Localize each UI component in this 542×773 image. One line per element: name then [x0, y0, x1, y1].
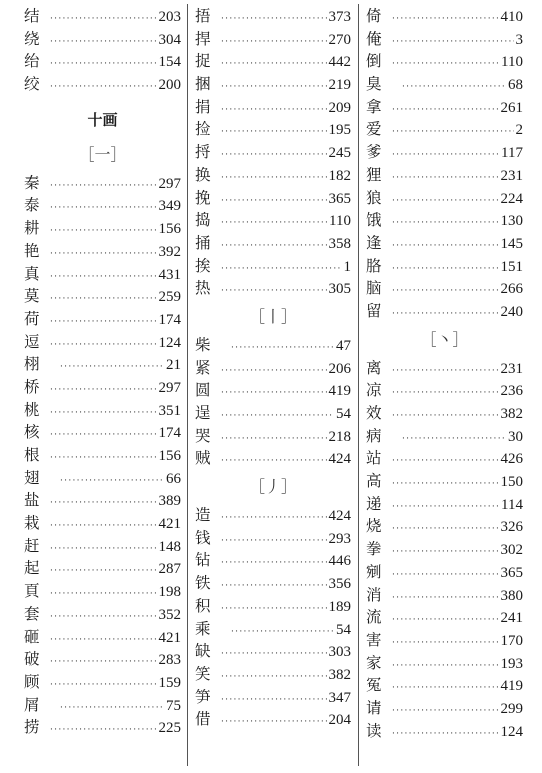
entry-character: 爱	[366, 120, 382, 139]
entry-page-number: 2	[515, 122, 523, 139]
entry-page-number: 297	[158, 379, 181, 396]
entry-character: 逢	[366, 233, 382, 252]
entry-page-number: 209	[328, 99, 351, 116]
entry-character: 缺	[195, 642, 211, 661]
entry-page-number: 421	[158, 629, 181, 646]
entry-character: 莫	[24, 287, 40, 306]
entry-character: 递	[366, 494, 382, 513]
index-entry	[24, 5, 181, 28]
index-entry	[24, 444, 181, 467]
index-entry	[24, 50, 181, 73]
entry-character: 泰	[24, 196, 40, 215]
entry-character: 屑	[24, 695, 40, 714]
entry-page-number: 124	[158, 334, 181, 351]
index-entry	[366, 277, 523, 300]
entry-character: 逞	[195, 404, 211, 422]
entry-character: 贼	[195, 449, 211, 468]
index-entry	[366, 515, 523, 538]
entry-page-number: 302	[500, 542, 523, 559]
index-entry	[24, 331, 181, 354]
entry-page-number: 156	[158, 221, 181, 238]
index-entry	[366, 606, 523, 629]
radical-group-label: ［丿］	[248, 477, 297, 497]
index-entry	[366, 652, 523, 675]
index-entry	[195, 425, 351, 448]
entry-page-number: 1	[343, 258, 351, 275]
index-entry	[366, 379, 523, 402]
index-entry	[195, 572, 351, 595]
entry-character: 捂	[195, 7, 211, 25]
index-entry	[24, 603, 181, 626]
entry-page-number: 174	[158, 311, 181, 328]
index-entry	[24, 263, 181, 286]
index-entry	[24, 716, 181, 739]
entry-character: 结	[24, 7, 40, 25]
index-entry	[24, 557, 181, 580]
entry-character: 逗	[24, 332, 40, 351]
entry-page-number: 110	[501, 54, 523, 71]
entry-page-number: 365	[328, 190, 351, 207]
index-entry	[24, 353, 181, 376]
entry-page-number: 349	[158, 198, 181, 215]
entry-page-number: 392	[158, 243, 181, 260]
entry-character: 笋	[195, 687, 211, 706]
entry-character: 换	[195, 165, 211, 184]
entry-character: 捞	[24, 718, 40, 737]
index-entry	[366, 255, 523, 278]
entry-page-number: 382	[500, 406, 523, 422]
dot-leader	[50, 719, 157, 742]
entry-page-number: 156	[158, 448, 181, 464]
entry-character: 绞	[24, 75, 40, 94]
entry-page-number: 424	[328, 451, 351, 468]
index-entry	[195, 595, 351, 618]
index-entry	[366, 425, 523, 448]
index-entry	[24, 580, 181, 603]
index-entry	[24, 648, 181, 671]
index-entry	[195, 379, 351, 402]
index-entry	[366, 209, 523, 232]
index-entry	[195, 187, 351, 210]
index-entry	[195, 686, 351, 709]
entry-character: 捉	[195, 52, 211, 71]
entry-character: 剜	[366, 562, 382, 581]
index-entry	[366, 493, 523, 516]
index-entry	[195, 663, 351, 686]
index-entry	[366, 720, 523, 743]
entry-character: 家	[366, 653, 382, 672]
entry-page-number: 224	[500, 190, 523, 207]
index-entry	[195, 5, 351, 28]
index-entry	[24, 240, 181, 263]
entry-character: 艳	[24, 241, 40, 260]
entry-page-number: 380	[500, 587, 523, 604]
entry-page-number: 110	[329, 213, 351, 230]
entry-character: 捍	[195, 29, 211, 48]
index-entry	[195, 618, 351, 641]
index-entry	[195, 141, 351, 164]
entry-character: 拳	[366, 540, 382, 559]
entry-page-number: 347	[328, 689, 351, 706]
entry-character: 柴	[195, 335, 211, 354]
entry-page-number: 266	[500, 281, 523, 298]
column-divider	[187, 4, 188, 766]
entry-character: 破	[24, 650, 40, 669]
index-entry	[195, 164, 351, 187]
entry-character: 赶	[24, 536, 40, 555]
entry-page-number: 114	[501, 496, 523, 513]
entry-character: 栩	[24, 355, 40, 374]
index-entry	[366, 164, 523, 187]
radical-group-label: ［丨］	[248, 306, 297, 326]
entry-page-number: 231	[500, 167, 523, 184]
entry-page-number: 47	[336, 337, 351, 354]
entry-character: 捐	[195, 97, 211, 116]
index-entry	[366, 629, 523, 652]
entry-character: 哭	[195, 426, 211, 445]
entry-character: 读	[366, 721, 382, 740]
entry-page-number: 204	[328, 712, 351, 729]
entry-page-number: 421	[158, 516, 181, 533]
entry-page-number: 389	[158, 493, 181, 510]
index-entry	[195, 96, 351, 119]
index-entry	[195, 447, 351, 470]
entry-character: 耕	[24, 219, 40, 238]
entry-character: 害	[366, 630, 382, 649]
entry-page-number: 150	[500, 474, 523, 491]
index-entry	[366, 232, 523, 255]
entry-page-number: 198	[158, 584, 181, 601]
entry-page-number: 373	[328, 9, 351, 25]
index-entry	[195, 334, 351, 357]
entry-page-number: 283	[158, 652, 181, 669]
entry-character: 砸	[24, 627, 40, 646]
index-entry	[195, 73, 351, 96]
entry-character: 绐	[24, 52, 40, 71]
entry-character: 紧	[195, 358, 211, 377]
index-entry	[366, 141, 523, 164]
entry-character: 核	[24, 423, 40, 442]
index-column-1	[24, 5, 181, 739]
entry-page-number: 170	[500, 632, 523, 649]
entry-page-number: 303	[328, 644, 351, 661]
entry-page-number: 259	[158, 289, 181, 306]
entry-character: 俺	[366, 29, 382, 48]
entry-character: 消	[366, 585, 382, 604]
entry-page-number: 182	[328, 167, 351, 184]
entry-character: 病	[366, 426, 382, 445]
entry-character: 起	[24, 559, 40, 578]
index-entry	[366, 300, 523, 323]
entry-page-number: 236	[500, 383, 523, 400]
entry-page-number: 219	[328, 77, 351, 94]
entry-page-number: 189	[328, 598, 351, 615]
entry-page-number: 130	[500, 213, 523, 230]
entry-page-number: 195	[328, 122, 351, 139]
entry-character: 拿	[366, 97, 382, 116]
entry-character: 真	[24, 264, 40, 283]
entry-character: 倚	[366, 7, 382, 25]
index-entry	[195, 28, 351, 51]
entry-page-number: 174	[158, 425, 181, 442]
entry-page-number: 206	[328, 360, 351, 377]
entry-page-number: 270	[328, 31, 351, 48]
index-entry	[24, 421, 181, 444]
entry-character: 盐	[24, 491, 40, 510]
index-entry	[366, 561, 523, 584]
entry-character: 热	[195, 279, 211, 298]
index-entry	[24, 217, 181, 240]
entry-page-number: 68	[508, 77, 523, 94]
entry-character: 笑	[195, 664, 211, 683]
index-entry	[195, 277, 351, 300]
entry-character: 秦	[24, 173, 40, 192]
index-entry	[24, 512, 181, 535]
index-entry	[195, 232, 351, 255]
radical-group-label: ［丶］	[420, 329, 469, 349]
entry-character: 站	[366, 449, 382, 468]
entry-page-number: 218	[328, 428, 351, 445]
entry-page-number: 442	[328, 54, 351, 71]
entry-page-number: 21	[166, 357, 181, 374]
entry-page-number: 200	[158, 77, 181, 94]
entry-character: 离	[366, 358, 382, 377]
entry-character: 留	[366, 301, 382, 320]
index-entry	[366, 187, 523, 210]
entry-page-number: 154	[158, 54, 181, 71]
entry-page-number: 54	[336, 621, 351, 638]
entry-character: 脑	[366, 279, 382, 298]
entry-character: 狼	[366, 188, 382, 207]
entry-character: 挨	[195, 256, 211, 275]
entry-character: 套	[24, 604, 40, 623]
index-column-2	[195, 5, 351, 731]
entry-character: 荷	[24, 309, 40, 328]
index-entry	[195, 402, 351, 425]
column-divider	[358, 4, 359, 766]
entry-page-number: 419	[500, 678, 523, 695]
index-entry	[195, 255, 351, 278]
index-entry	[24, 73, 181, 96]
entry-page-number: 352	[158, 606, 181, 623]
index-entry	[195, 357, 351, 380]
entry-page-number: 424	[328, 508, 351, 525]
radical-group-label: ［一］	[78, 144, 127, 164]
entry-page-number: 148	[158, 538, 181, 555]
entry-page-number: 231	[500, 360, 523, 377]
index-entry	[366, 96, 523, 119]
dot-leader	[50, 76, 157, 99]
index-entry	[24, 694, 181, 717]
entry-character: 凉	[366, 381, 382, 400]
entry-page-number: 293	[328, 530, 351, 547]
entry-character: 钻	[195, 551, 211, 570]
entry-character: 积	[195, 596, 211, 615]
entry-character: 捋	[195, 143, 211, 162]
entry-character: 頁	[24, 582, 40, 601]
index-entry	[195, 50, 351, 73]
entry-character: 桥	[24, 377, 40, 396]
entry-page-number: 358	[328, 235, 351, 252]
entry-character: 胳	[366, 256, 382, 275]
entry-page-number: 54	[336, 406, 351, 422]
entry-page-number: 75	[166, 697, 181, 714]
entry-page-number: 426	[500, 451, 523, 468]
entry-page-number: 351	[158, 402, 181, 419]
entry-page-number: 241	[500, 610, 523, 627]
dot-leader	[221, 711, 327, 734]
entry-character: 挽	[195, 188, 211, 207]
entry-page-number: 193	[500, 655, 523, 672]
index-entry	[195, 504, 351, 527]
entry-character: 高	[366, 472, 382, 491]
index-entry	[195, 708, 351, 731]
entry-page-number: 410	[500, 9, 523, 25]
entry-page-number: 159	[158, 674, 181, 691]
entry-page-number: 145	[500, 235, 523, 252]
entry-character: 铁	[195, 574, 211, 593]
index-entry	[366, 674, 523, 697]
index-entry	[24, 399, 181, 422]
index-entry	[24, 467, 181, 490]
entry-page-number: 151	[500, 258, 523, 275]
entry-character: 绕	[24, 29, 40, 48]
index-entry	[24, 489, 181, 512]
entry-page-number: 287	[158, 561, 181, 578]
entry-character: 栽	[24, 514, 40, 533]
entry-character: 臭	[366, 75, 382, 94]
index-entry	[24, 172, 181, 195]
entry-character: 捡	[195, 120, 211, 139]
index-entry	[366, 538, 523, 561]
entry-character: 顾	[24, 672, 40, 691]
entry-character: 请	[366, 698, 382, 717]
index-entry	[24, 285, 181, 308]
index-entry	[24, 308, 181, 331]
entry-character: 倒	[366, 52, 382, 71]
entry-character: 狸	[366, 165, 382, 184]
entry-page-number: 326	[500, 519, 523, 536]
entry-page-number: 30	[508, 428, 523, 445]
index-entry	[24, 194, 181, 217]
entry-character: 捆	[195, 75, 211, 94]
entry-page-number: 3	[515, 31, 523, 48]
entry-page-number: 245	[328, 145, 351, 162]
index-entry	[366, 118, 523, 141]
entry-page-number: 124	[500, 723, 523, 740]
stroke-count-heading: 十画	[87, 110, 118, 129]
entry-character: 桃	[24, 400, 40, 419]
index-entry	[366, 73, 523, 96]
entry-character: 爹	[366, 143, 382, 162]
entry-page-number: 240	[500, 303, 523, 320]
index-entry	[24, 376, 181, 399]
entry-page-number: 431	[158, 266, 181, 283]
index-entry	[366, 402, 523, 425]
entry-character: 钱	[195, 528, 211, 547]
index-entry	[366, 50, 523, 73]
entry-page-number: 299	[500, 700, 523, 717]
entry-page-number: 66	[166, 470, 181, 487]
index-entry	[195, 549, 351, 572]
index-entry	[195, 118, 351, 141]
index-entry	[366, 697, 523, 720]
entry-character: 造	[195, 506, 211, 525]
entry-character: 饿	[366, 211, 382, 230]
entry-page-number: 305	[328, 281, 351, 298]
dot-leader	[392, 723, 499, 746]
index-entry	[195, 209, 351, 232]
entry-character: 乘	[195, 619, 211, 638]
entry-character: 捣	[195, 211, 211, 230]
entry-page-number: 382	[328, 666, 351, 683]
entry-character: 根	[24, 446, 40, 464]
index-entry	[366, 357, 523, 380]
entry-page-number: 356	[328, 576, 351, 593]
index-entry	[195, 527, 351, 550]
entry-page-number: 203	[158, 9, 181, 25]
index-entry	[366, 28, 523, 51]
index-entry	[366, 447, 523, 470]
entry-character: 烧	[366, 517, 382, 536]
index-entry	[24, 626, 181, 649]
entry-page-number: 117	[501, 145, 523, 162]
index-entry	[24, 28, 181, 51]
index-entry	[195, 640, 351, 663]
entry-character: 效	[366, 404, 382, 422]
index-column-3	[366, 5, 523, 742]
index-entry	[366, 584, 523, 607]
entry-character: 翅	[24, 468, 40, 487]
index-entry	[366, 5, 523, 28]
entry-character: 借	[195, 710, 211, 729]
entry-character: 圆	[195, 381, 211, 400]
entry-page-number: 261	[500, 99, 523, 116]
index-entry	[366, 470, 523, 493]
entry-page-number: 446	[328, 553, 351, 570]
entry-character: 捅	[195, 233, 211, 252]
entry-character: 冤	[366, 676, 382, 695]
index-entry	[24, 671, 181, 694]
entry-page-number: 225	[158, 720, 181, 737]
entry-page-number: 304	[158, 31, 181, 48]
entry-page-number: 297	[158, 175, 181, 192]
index-entry	[24, 535, 181, 558]
entry-page-number: 365	[500, 564, 523, 581]
entry-character: 流	[366, 608, 382, 627]
entry-page-number: 419	[328, 383, 351, 400]
